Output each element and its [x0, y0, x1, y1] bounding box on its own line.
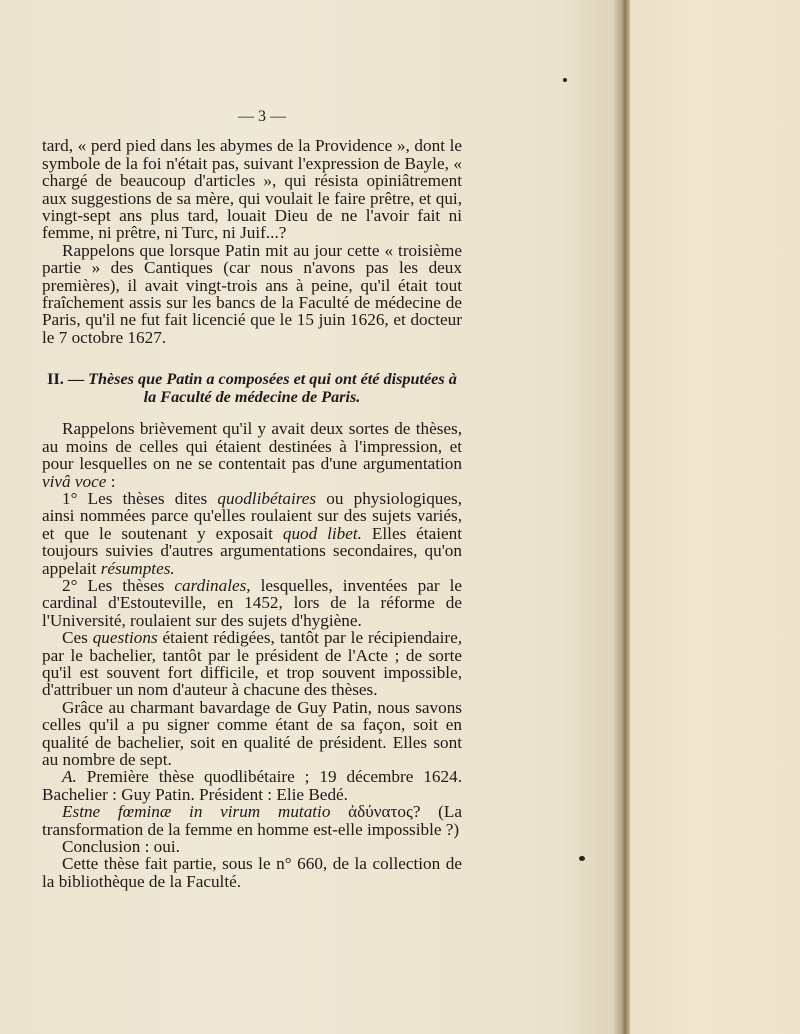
page-number: — 3 — [238, 108, 286, 125]
paragraph: tard, « perd pied dans les abymes de la Providence », dont le symbole de la foi n'était pas, suivant l'expression de Bayle, « chargé de beaucoup d'articles », qui résista opiniâtrement aux suggestions de sa mère, qui voulait le faire prêtre, et qui, vingt-sept ans plus tard, louait Dieu de ne l'avoir fait ni femme, ni prêtre, ni Turc, ni Juif...? [42, 136, 462, 243]
paragraph: Grâce au charmant bavardage de Guy Patin, nous savons celles qu'il a pu signer comme étant de sa façon, soit en qualité de bachelier, soit en qualité de président. Elles sont au nombre de sept. [42, 697, 462, 769]
conclusion: Conclusion : oui. [62, 837, 180, 857]
paragraph: Ces questions étaient rédigées, tantôt par le récipiendaire, par le bachelier, tantôt par le président de l'Acte ; de sorte qu'il est souvent fort difficile, et trop souvent impossible, d'attribuer un nom d'auteur à chacune des thèses. [42, 628, 462, 700]
right-page [630, 0, 800, 1034]
list-item: 1° Les thèses dites quodlibétaires ou physiologiques, ainsi nommées parce qu'elles roulaient sur des sujets variés, et que le soutenant y exposait quod libet. Elles étaient toujours suivies d'autres argumentations secondaires, qu'on appelait résumptes. [42, 488, 462, 578]
ink-speck [563, 78, 567, 82]
book-gutter [614, 0, 630, 1034]
paragraph: Rappelons que lorsque Patin mit au jour cette « troisième partie » des Cantiques (car nous n'avons pas les deux premières), il avait vingt-trois ans à peine, qu'il était tout fraîchement assis sur les bancs de la Faculté de médecine de Paris, qu'il ne fut fait licencié que le 15 juin 1626, et docteur le 7 octobre 1627. [42, 240, 462, 347]
ink-speck [579, 856, 585, 861]
section-heading [42, 370, 462, 406]
list-item: 2° Les thèses cardinales, lesquelles, inventées par le cardinal d'Estouteville, en 1452, lors de la réforme de l'Université, roulaient sur des sujets d'hygiène. [42, 575, 462, 630]
thesis-question: Estne fœminæ in virum mutatio ἀδύνατος? (La transformation de la femme en homme est-elle impossible ?) [42, 802, 463, 839]
page-text [42, 108, 462, 890]
thesis-entry: A. Première thèse quodlibétaire ; 19 décembre 1624. Bachelier : Guy Patin. Président : Elie Bedé. [42, 767, 462, 804]
section-title: Thèses que Patin a composées et qui ont été disputées à la Faculté de médecine de Paris. [88, 370, 457, 407]
paragraph: Cette thèse fait partie, sous le n° 660, de la collection de la bibliothèque de la Faculté. [42, 854, 462, 891]
section-number: II. — [47, 370, 85, 389]
paragraph: Rappelons brièvement qu'il y avait deux sortes de thèses, au moins de celles qui étaient destinées à l'impression, et pour lesquelles on ne se contentait pas d'une argumentation vivâ voce : [42, 419, 462, 491]
